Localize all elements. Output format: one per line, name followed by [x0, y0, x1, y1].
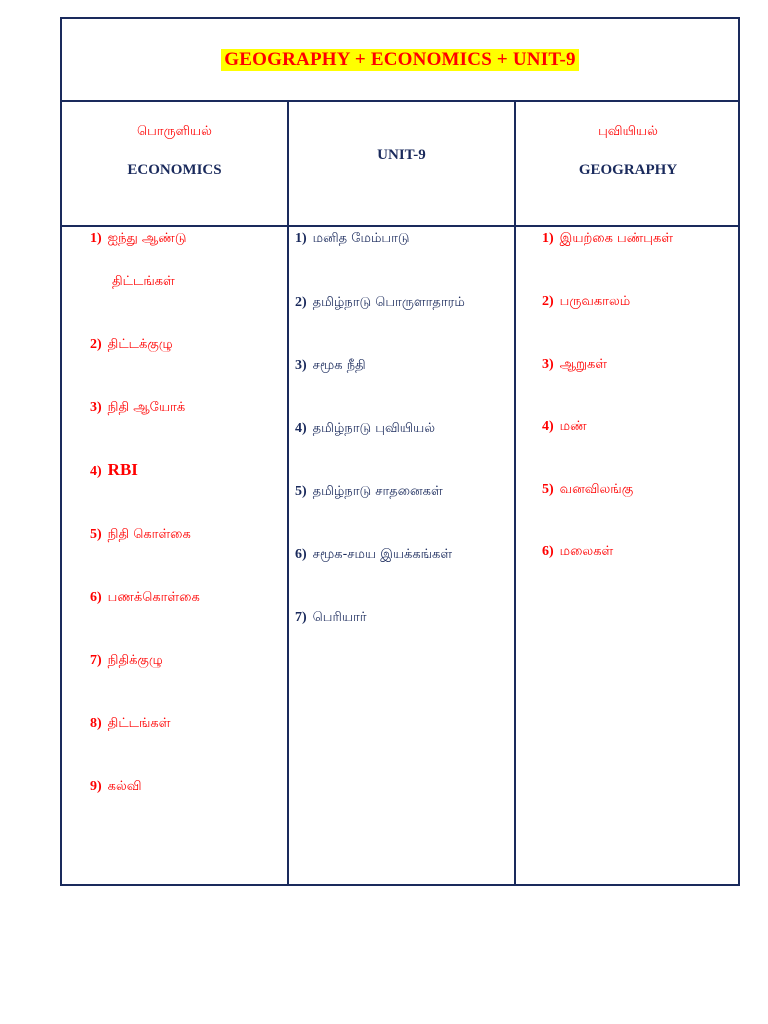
header-economics: [62, 102, 287, 225]
list-item: 1) ஐந்து ஆண்டு: [90, 231, 187, 246]
list-item: 6) பணக்கொள்கை: [90, 590, 200, 605]
list-item: 9) கல்வி: [90, 779, 142, 794]
list-item: 2) திட்டக்குழு: [90, 337, 173, 352]
header-english: UNIT-9: [377, 147, 426, 163]
title-row: [62, 19, 738, 102]
list-item: 5) நிதி கொள்கை: [90, 527, 191, 542]
list-item: 1) இயற்கை பண்புகள்: [542, 231, 673, 246]
list-item: 4) மண்: [542, 419, 587, 434]
list-item: 6) மலைகள்: [542, 544, 614, 559]
subject-table: [60, 17, 740, 886]
header-unit9: [289, 102, 514, 225]
header-tamil: புவியியல்: [598, 124, 658, 139]
list-item: 5) வனவிலங்கு: [542, 482, 634, 497]
list-item: 7) நிதிக்குழு: [90, 653, 163, 668]
list-item: 2) தமிழ்நாடு பொருளாதாரம்: [295, 295, 465, 310]
list-item: 8) திட்டங்கள்: [90, 716, 171, 731]
header-english: ECONOMICS: [127, 162, 222, 178]
list-item: 2) பருவகாலம்: [542, 294, 631, 309]
list-item: 3) சமூக நீதி: [295, 358, 366, 373]
list-item: 5) தமிழ்நாடு சாதனைகள்: [295, 484, 443, 499]
list-item: 3) நிதி ஆயோக்: [90, 400, 186, 415]
list-item: 1) மனித மேம்பாடு: [295, 231, 410, 246]
list-item: 4) தமிழ்நாடு புவியியல்: [295, 421, 436, 436]
list-item: 3) ஆறுகள்: [542, 357, 608, 372]
header-english: GEOGRAPHY: [578, 162, 678, 178]
list-item: 6) சமூக-சமய இயக்கங்கள்: [295, 547, 453, 562]
list-item: 4) RBI: [90, 460, 138, 479]
list-item: 7) பெரியார்: [295, 610, 367, 625]
list-item: திட்டங்கள்: [112, 274, 175, 289]
header-row: [62, 102, 738, 227]
page-title: GEOGRAPHY + ECONOMICS + UNIT-9: [221, 49, 578, 71]
header-geography: [516, 102, 740, 225]
header-tamil: பொருளியல்: [137, 124, 212, 139]
